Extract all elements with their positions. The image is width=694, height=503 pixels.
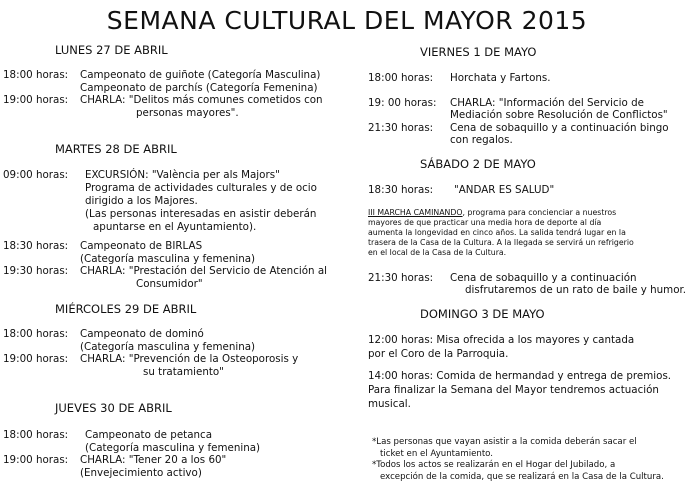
paragraph-line: musical. xyxy=(368,398,411,410)
event-time: 18:30 horas: xyxy=(3,240,69,252)
paragraph-line: 12:00 horas: Misa ofrecida a los mayores y cantada xyxy=(368,334,635,346)
event-line: Campeonato de dominó xyxy=(80,328,204,340)
walk-description-line: en el local de la Casa de la Cultura. xyxy=(368,248,507,257)
event-line: Consumidor" xyxy=(136,278,203,290)
footnote-line: excepción de la comida, que se realizará en la Casa de la Cultura. xyxy=(380,472,664,482)
day-heading-thursday: JUEVES 30 DE ABRIL xyxy=(55,401,172,415)
event-line: Mediación sobre Resolución de Conflictos" xyxy=(450,109,668,121)
sunday-paragraph-1 xyxy=(368,333,634,361)
walk-description-line: trasera de la Casa de la Cultura. A la llegada se servirá un refrigerio xyxy=(368,238,634,247)
event-line: (Envejecimiento activo) xyxy=(80,467,202,479)
event-line: (Categoría masculina y femenina) xyxy=(85,442,261,454)
event-line: Campeonato de petanca xyxy=(85,429,213,441)
event-line: Cena de sobaquillo y a continuación bingo xyxy=(450,122,669,134)
event-line: CHARLA: "Información del Servicio de xyxy=(450,97,644,109)
footnote-line: *Todos los actos se realizarán en el Hogar del Jubilado, a xyxy=(372,460,616,470)
event-line: "ANDAR ES SALUD" xyxy=(454,184,555,196)
event-line: disfrutaremos de un rato de baile y humor. xyxy=(465,284,687,296)
event-time: 09:00 horas: xyxy=(3,169,69,181)
paragraph-line: 14:00 horas: Comida de hermandad y entrega de premios. xyxy=(368,370,672,382)
day-heading-wednesday: MIÉRCOLES 29 DE ABRIL xyxy=(55,302,197,316)
day-heading-monday: LUNES 27 DE ABRIL xyxy=(55,43,168,57)
event-line: (Categoría masculina y femenina) xyxy=(80,253,256,265)
walk-title: III MARCHA CAMINANDO xyxy=(368,208,463,217)
event-line: EXCURSIÓN: "València per als Majors" xyxy=(85,169,280,181)
event-time: 19:30 horas: xyxy=(3,265,69,277)
day-heading-sunday: DOMINGO 3 DE MAYO xyxy=(420,307,545,321)
event-line: CHARLA: "Tener 20 a los 60" xyxy=(80,454,227,466)
event-time: 21:30 horas: xyxy=(368,122,434,134)
event-line: Campeonato de BIRLAS xyxy=(80,240,203,252)
event-line: Campeonato de guiñote (Categoría Masculina) xyxy=(80,69,321,81)
sunday-paragraph-2 xyxy=(368,369,671,411)
event-line: Campeonato de parchís (Categoría Femenina) xyxy=(80,82,318,94)
paragraph-line: Para finalizar la Semana del Mayor tendremos actuación xyxy=(368,384,659,396)
event-line: con regalos. xyxy=(450,134,513,146)
event-time: 21:30 horas: xyxy=(368,272,434,284)
event-time: 19:00 horas: xyxy=(3,94,69,106)
event-time: 18:00 horas: xyxy=(368,72,434,84)
event-time: 19: 00 horas: xyxy=(368,97,437,109)
event-line: dirigido a los Majores. xyxy=(85,195,198,207)
event-line: su tratamiento" xyxy=(143,366,224,378)
event-line: Horchata y Fartons. xyxy=(450,72,551,84)
footnote-line: ticket en el Ayuntamiento. xyxy=(380,449,494,459)
event-time: 19:00 horas: xyxy=(3,353,69,365)
day-heading-friday: VIERNES 1 DE MAYO xyxy=(420,45,537,59)
day-heading-tuesday: MARTES 28 DE ABRIL xyxy=(55,142,177,156)
walk-text: , programa para concienciar a nuestros xyxy=(462,208,617,217)
event-line: (Categoría masculina y femenina) xyxy=(80,341,256,353)
page-title: SEMANA CULTURAL DEL MAYOR 2015 xyxy=(106,6,588,35)
footnote-line: *Las personas que vayan asistir a la comida deberán sacar el xyxy=(372,437,637,447)
event-line: Programa de actividades culturales y de ocio xyxy=(85,182,317,194)
event-line: CHARLA: "Delitos más comunes cometidos con xyxy=(80,94,323,106)
event-line: CHARLA: "Prevención de la Osteoporosis y xyxy=(80,353,299,365)
event-line: apuntarse en el Ayuntamiento). xyxy=(93,221,257,233)
event-line: personas mayores". xyxy=(136,107,239,119)
walk-description-line: mayores de que practicar una media hora de deporte al día xyxy=(368,218,602,227)
event-time: 19:00 horas: xyxy=(3,454,69,466)
walk-description-line xyxy=(368,208,616,219)
event-time: 18:00 horas: xyxy=(3,429,69,441)
event-time: 18:30 horas: xyxy=(368,184,434,196)
event-line: CHARLA: "Prestación del Servicio de Atención al xyxy=(80,265,328,277)
event-time: 18:00 horas: xyxy=(3,328,69,340)
paragraph-line: por el Coro de la Parroquia. xyxy=(368,348,509,360)
walk-description-line: aumenta la longevidad en cinco años. La salida tendrá lugar en la xyxy=(368,228,626,237)
event-line: (Las personas interesadas en asistir deberán xyxy=(85,208,317,220)
day-heading-saturday: SÁBADO 2 DE MAYO xyxy=(420,157,536,171)
event-line: Cena de sobaquillo y a continuación xyxy=(450,272,637,284)
event-time: 18:00 horas: xyxy=(3,69,69,81)
